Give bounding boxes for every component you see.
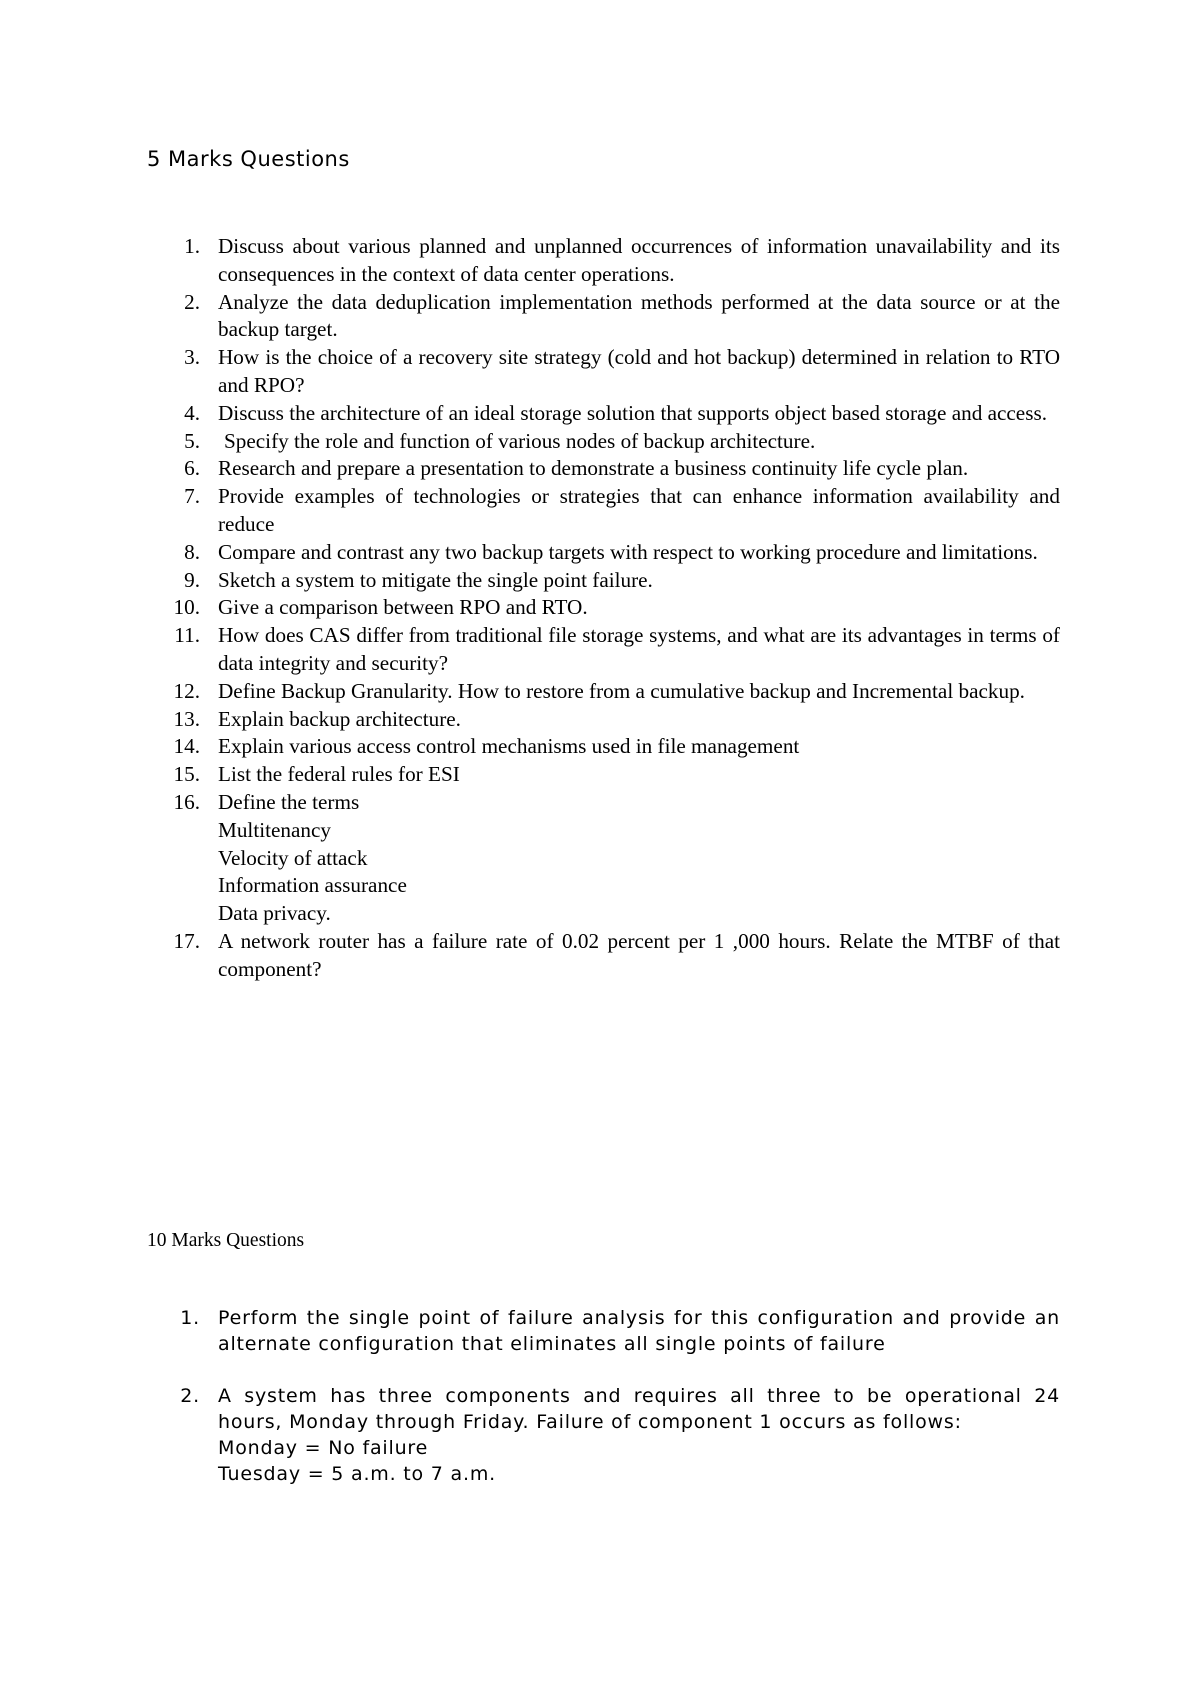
list-item [147, 344, 1060, 400]
item-number: 15. [173, 762, 200, 787]
item-number: 17. [173, 928, 200, 953]
item-number: 12. [173, 678, 200, 703]
item-number: 16. [173, 789, 200, 814]
item-number: 4. [184, 400, 200, 425]
question-text: Analyze the data deduplication implementation methods performed at the data source or at the backup target. [218, 289, 1060, 342]
question-text: Perform the single point of failure analysis for this configuration and provide an alternate configuration that eliminates all single points of failure [218, 1307, 1060, 1355]
list-item [147, 400, 1060, 428]
list-item [147, 594, 1060, 622]
term-information-assurance: Information assurance [218, 873, 407, 898]
term-multitenancy: Multitenancy [218, 817, 331, 842]
question-text: List the federal rules for ESI [218, 762, 460, 787]
list-item [147, 233, 1060, 289]
question-text: Discuss about various planned and unplanned occurrences of information unavailability and its consequences in the context of data center operations. [218, 234, 1060, 286]
list-item [147, 678, 1060, 706]
section-heading-5-marks: 5 Marks Questions [147, 147, 350, 171]
item-number: 10. [173, 595, 200, 620]
item-number: 7. [184, 484, 200, 509]
item-number: 2. [180, 1385, 200, 1407]
question-text: Give a comparison between RPO and RTO. [218, 595, 588, 620]
item-number: 13. [173, 706, 200, 731]
item-number: 1. [184, 234, 200, 258]
list-item [147, 706, 1060, 734]
list-item [147, 539, 1060, 567]
question-text: How is the choice of a recovery site strategy (cold and hot backup) determined in relation to RTO and RPO? [218, 345, 1060, 397]
question-text: Define the terms [218, 789, 360, 814]
question-text: A network router has a failure rate of 0.02 percent per 1 ,000 hours. Relate the MTBF of that component? [218, 928, 1060, 981]
question-text: Explain various access control mechanisms used in file management [218, 734, 800, 759]
list-item [147, 789, 1060, 928]
list-item [147, 455, 1060, 483]
item-number: 11. [174, 623, 200, 648]
question-text: Discuss the architecture of an ideal storage solution that supports object based storage and access. [218, 400, 1047, 425]
term-velocity-of-attack: Velocity of attack [218, 845, 368, 870]
item-number: 6. [184, 456, 200, 481]
list-item [147, 1305, 1060, 1357]
question-text: Research and prepare a presentation to demonstrate a business continuity life cycle plan. [218, 456, 969, 481]
questions-list-10-marks [147, 1305, 1060, 1487]
item-number: 2. [184, 289, 200, 314]
list-item [147, 567, 1060, 595]
question-text: Compare and contrast any two backup targets with respect to working procedure and limitations. [218, 539, 1038, 564]
item-number: 5. [184, 428, 200, 453]
term-data-privacy: Data privacy. [218, 901, 331, 926]
section-heading-10-marks: 10 Marks Questions [147, 1230, 305, 1251]
list-item [147, 483, 1060, 539]
question-text: Provide examples of technologies or strategies that can enhance information availability and reduce [218, 484, 1060, 536]
item-number: 9. [184, 567, 200, 592]
schedule-line-monday: Monday = No failure [218, 1437, 429, 1459]
question-text: A system has three components and requires all three to be operational 24 hours, Monday through Friday. Failure of component 1 occurs as follows: [218, 1385, 1060, 1433]
question-text: Define Backup Granularity. How to restore from a cumulative backup and Incremental backup. [218, 678, 1025, 703]
question-text: Sketch a system to mitigate the single point failure. [218, 567, 653, 592]
schedule-line-tuesday: Tuesday = 5 a.m. to 7 a.m. [218, 1463, 496, 1485]
item-number: 3. [184, 345, 200, 370]
list-item [147, 1383, 1060, 1487]
list-item [147, 428, 1060, 456]
questions-list-5-marks [147, 233, 1060, 984]
list-item [147, 733, 1060, 761]
question-text: Specify the role and function of various nodes of backup architecture. [224, 428, 816, 453]
list-item [147, 289, 1060, 345]
item-number: 14. [173, 734, 200, 759]
list-item [147, 761, 1060, 789]
item-number: 1. [180, 1307, 200, 1329]
question-text: How does CAS differ from traditional file storage systems, and what are its advantages in terms of data integrity and security? [218, 623, 1060, 675]
question-text: Explain backup architecture. [218, 706, 461, 731]
item-number: 8. [184, 539, 200, 564]
list-item [147, 622, 1060, 678]
list-item [147, 928, 1060, 984]
